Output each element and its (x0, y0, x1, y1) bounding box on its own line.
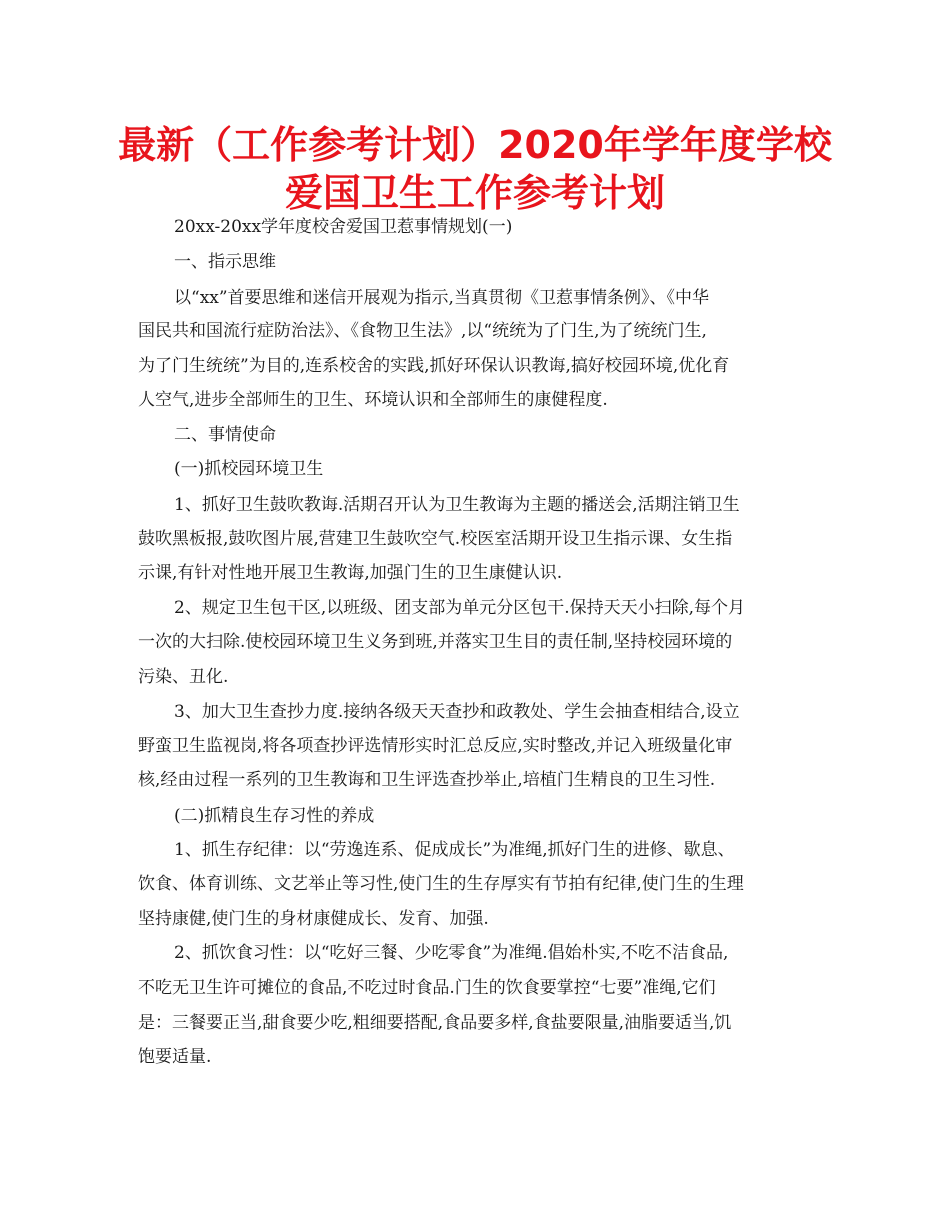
paragraph-line: 以“xx”首要思维和迷信开展观为指示,当真贯彻《卫惹事情条例》、《中华 (174, 288, 709, 308)
paragraph-line: 2、抓饮食习性：以“吃好三餐、少吃零食”为准绳.倡始朴实,不吃不洁食品, (174, 943, 729, 963)
paragraph-line: 1、抓生存纪律：以“劳逸连系、促成成长”为准绳,抓好门生的进修、歇息、 (174, 840, 735, 860)
paragraph-line: 野蛮卫生监视岗,将各项查抄评选情形实时汇总反应,实时整改,并记入班级量化审 (138, 736, 733, 756)
document-title-line-2: 爱国卫生工作参考计划 (284, 171, 665, 215)
paragraph-line: 污染、丑化. (138, 667, 229, 687)
paragraph-line: 3、加大卫生查抄力度.接纳各级天天查抄和政教处、学生会抽查相结合,设立 (174, 702, 740, 722)
document-title-line-1: 最新（工作参考计划）2020年学年度学校 (118, 123, 832, 167)
subtitle: 20xx-20xx学年度校舍爱国卫惹事情规划(一) (174, 217, 513, 237)
paragraph-line: 核,经由过程一系列的卫生教诲和卫生评选查抄举止,培植门生精良的卫生习性. (138, 770, 716, 790)
paragraph-line: 饮食、体育训练、文艺举止等习性,使门生的生存厚实有节拍有纪律,使门生的生理 (138, 874, 744, 894)
paragraph-line: 一次的大扫除.使校园环境卫生义务到班,并落实卫生目的责任制,坚持校园环境的 (138, 632, 733, 652)
paragraph-line: 不吃无卫生许可摊位的食品,不吃过时食品.门生的饮食要掌控“七要”准绳,它们 (138, 978, 716, 998)
section-heading-1: 一、指示思维 (174, 252, 276, 272)
paragraph-line: 是：三餐要正当,甜食要少吃,粗细要搭配,食品要多样,食盐要限量,油脂要适当,饥 (138, 1013, 732, 1033)
paragraph-line: 国民共和国流行症防治法》、《食物卫生法》,以“统统为了门生,为了统统门生, (138, 321, 707, 341)
paragraph-line: 1、抓好卫生鼓吹教诲.活期召开认为卫生教诲为主题的播送会,活期注销卫生 (174, 495, 740, 515)
subsection-heading-1: (一)抓校园环境卫生 (174, 459, 324, 479)
subsection-heading-2: (二)抓精良生存习性的养成 (174, 806, 375, 826)
paragraph-line: 人空气,进步全部师生的卫生、环境认识和全部师生的康健程度. (138, 390, 608, 410)
paragraph-line: 为了门生统统”为目的,连系校舍的实践,抓好环保认识教诲,搞好校园环境,优化育 (138, 356, 730, 376)
paragraph-line: 饱要适量. (138, 1047, 212, 1067)
paragraph-line: 鼓吹黑板报,鼓吹图片展,营建卫生鼓吹空气.校医室活期开设卫生指示课、女生指 (138, 529, 733, 549)
section-heading-2: 二、事情使命 (174, 425, 276, 445)
paragraph-line: 示课,有针对性地开展卫生教诲,加强门生的卫生康健认识. (138, 563, 563, 583)
paragraph-line: 2、规定卫生包干区,以班级、团支部为单元分区包干.保持天天小扫除,每个月 (174, 598, 746, 618)
paragraph-line: 坚持康健,使门生的身材康健成长、发育、加强. (138, 909, 489, 929)
